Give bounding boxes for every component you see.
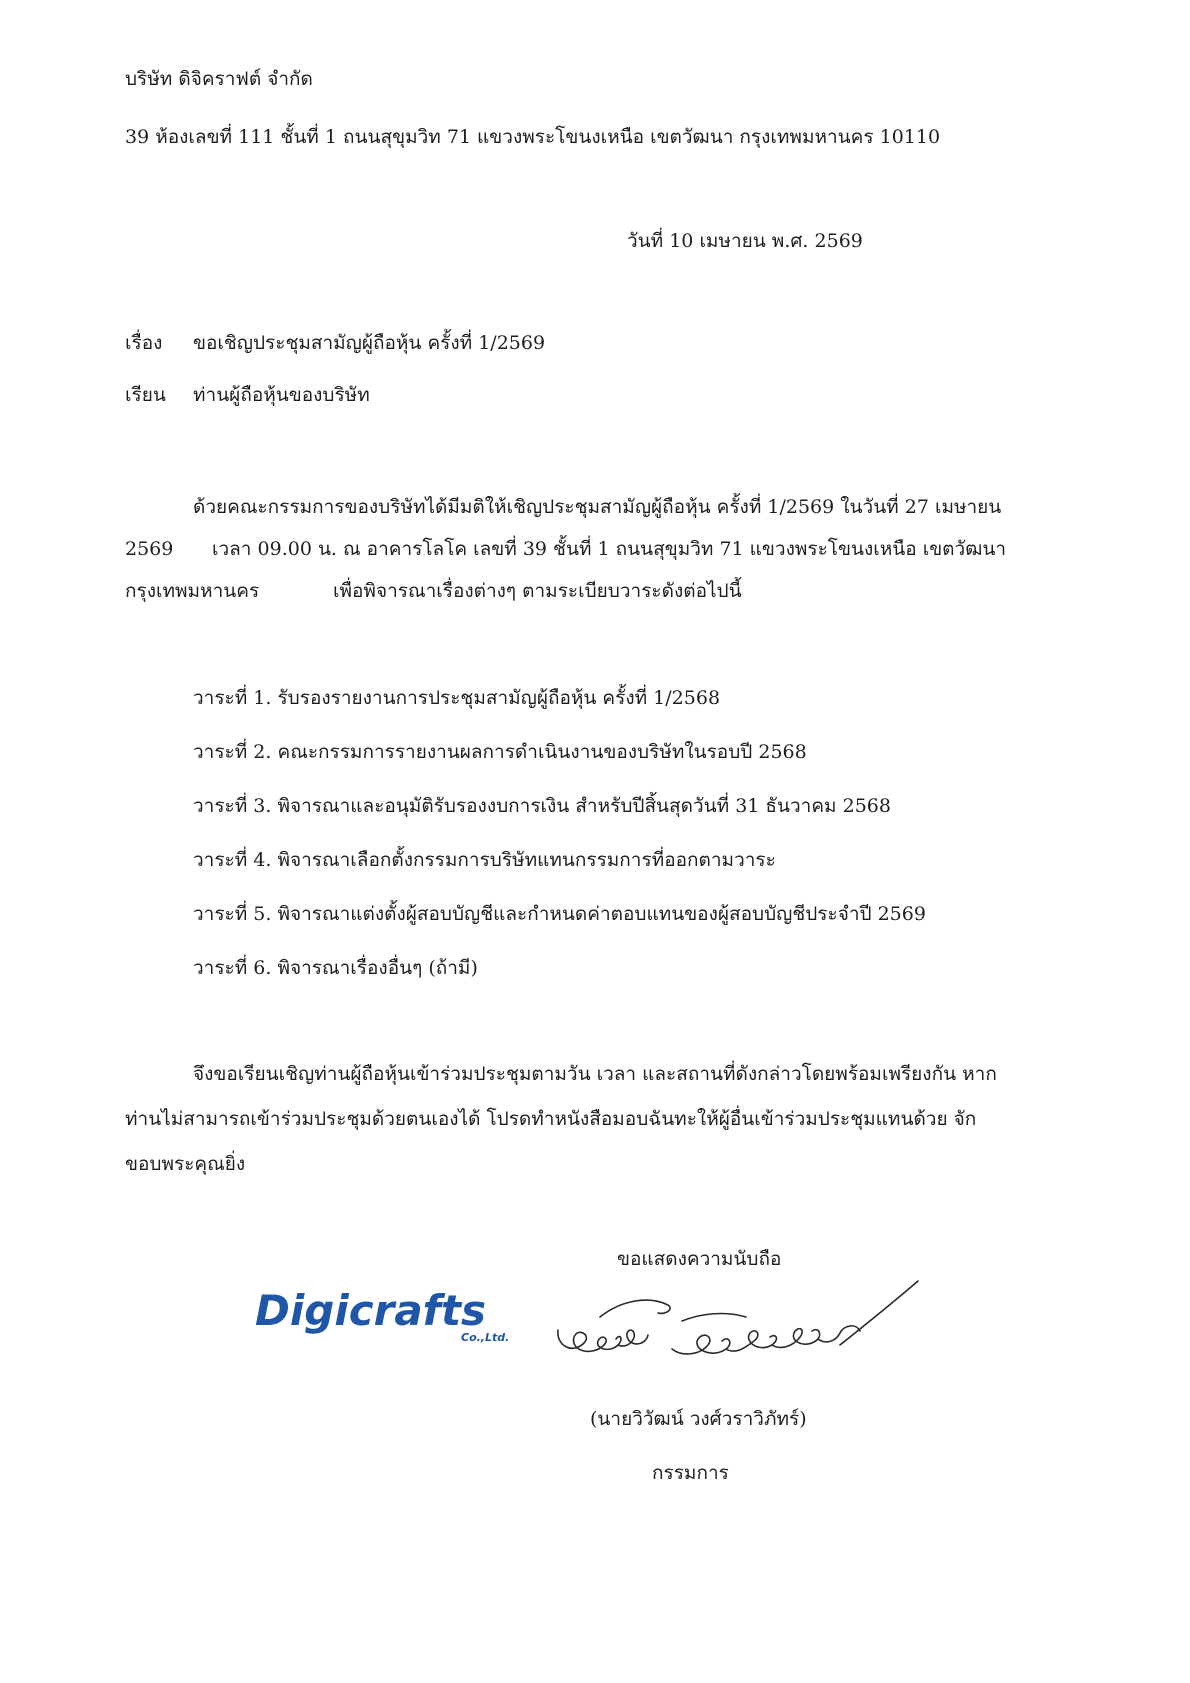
subject-text: ขอเชิญประชุมสามัญผู้ถือหุ้น ครั้งที่ 1/2569 [193,332,546,354]
agenda-item: วาระที่ 1. รับรองรายงานการประชุมสามัญผู้ถือหุ้น ครั้งที่ 1/2568 [193,687,721,709]
closing-line-2: ท่านไม่สามารถเข้าร่วมประชุมด้วยตนเองได้ โปรดทำหนังสือมอบฉันทะให้ผู้อื่นเข้าร่วมประชุมแทนด้วย จัก [125,1108,977,1130]
signatory-name: (นายวิวัฒน์ วงศ์วราวิภัทร์) [590,1408,807,1430]
recipient-text: ท่านผู้ถือหุ้นของบริษัท [193,384,370,406]
regards-text: ขอแสดงความนับถือ [617,1248,782,1270]
closing-line-1: จึงขอเรียนเชิญท่านผู้ถือหุ้นเข้าร่วมประชุมตามวัน เวลา และสถานที่ดังกล่าวโดยพร้อมเพรียงกัน หาก [193,1063,997,1085]
agenda-item: วาระที่ 4. พิจารณาเลือกตั้งกรรมการบริษัทแทนกรรมการที่ออกตามวาระ [193,849,776,871]
company-logo [255,1285,520,1345]
intro-line-1: ด้วยคณะกรรมการของบริษัทได้มีมติให้เชิญประชุมสามัญผู้ถือหุ้น ครั้งที่ 1/2569 ในวันที่ 27 เมษายน [193,496,1002,518]
company-address: 39 ห้องเลขที่ 111 ชั้นที่ 1 ถนนสุขุมวิท 71 แขวงพระโขนงเหนือ เขตวัฒนา กรุงเทพมหานคร 10110 [125,126,941,148]
agenda-item: วาระที่ 5. พิจารณาแต่งตั้งผู้สอบบัญชีและกำหนดค่าตอบแทนของผู้สอบบัญชีประจำปี 2569 [193,903,926,925]
intro-line-2: เวลา 09.00 น. ณ อาคารโลโค เลขที่ 39 ชั้นที่ 1 ถนนสุขุมวิท 71 แขวงพระโขนงเหนือ เขตวัฒนา [212,538,1007,560]
intro-line-2-year: 2569 [125,538,174,560]
agenda-item: วาระที่ 3. พิจารณาและอนุมัติรับรองงบการเงิน สำหรับปีสิ้นสุดวันที่ 31 ธันวาคม 2568 [193,795,891,817]
agenda-item: วาระที่ 6. พิจารณาเรื่องอื่นๆ (ถ้ามี) [193,957,478,979]
company-name: บริษัท ดิจิคราฟต์ จำกัด [125,68,313,90]
letter-date: วันที่ 10 เมษายน พ.ศ. 2569 [627,230,863,252]
subject-label: เรื่อง [125,332,163,354]
agenda-item: วาระที่ 2. คณะกรรมการรายงานผลการดำเนินงานของบริษัทในรอบปี 2568 [193,741,807,763]
closing-line-3: ขอบพระคุณยิ่ง [125,1153,246,1175]
logo-main-text: Digicrafts [255,1286,487,1335]
signature [550,1275,930,1385]
recipient-label: เรียน [125,384,166,406]
logo-sub-text: Co.,Ltd. [461,1331,510,1344]
intro-line-3: เพื่อพิจารณาเรื่องต่างๆ ตามระเบียบวาระดังต่อไปนี้ [333,580,742,602]
signatory-position: กรรมการ [652,1462,729,1484]
intro-line-3-city: กรุงเทพมหานคร [125,580,260,602]
